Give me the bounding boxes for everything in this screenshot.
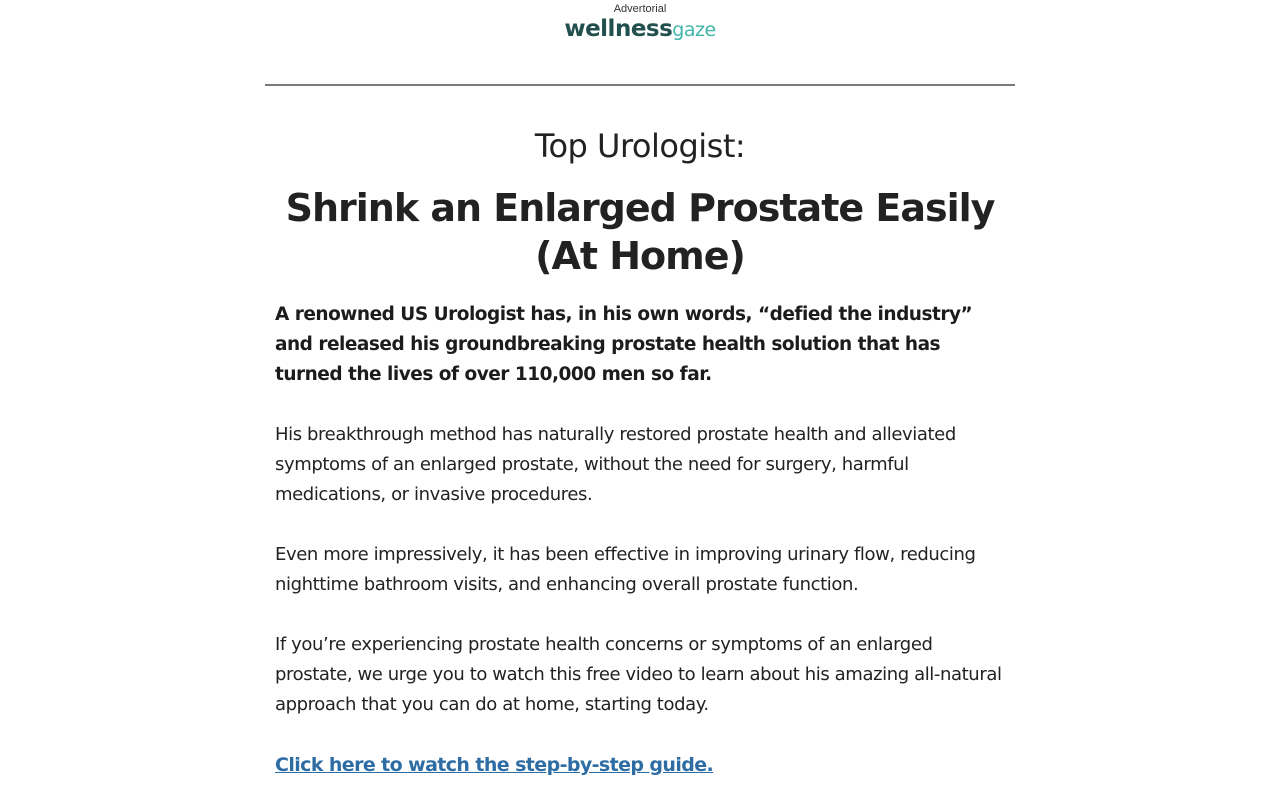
article-headline: Shrink an Enlarged Prostate Easily (At Home) <box>285 186 995 278</box>
watch-guide-link[interactable]: Click here to watch the step-by-step guide. <box>275 754 714 776</box>
header-divider <box>265 84 1015 86</box>
logo-wordmark-primary: wellness <box>564 16 673 42</box>
article-paragraph-2: Even more impressively, it has been effective in improving urinary flow, reducing nighttime bathroom visits, and enhancing overall prostate function. <box>275 544 976 595</box>
site-logo[interactable] <box>0 15 1280 45</box>
site-header <box>0 0 1280 50</box>
article-paragraph-1: His breakthrough method has naturally restored prostate health and alleviated symptoms of an enlarged prostate, without the need for surgery, harmful medications, or invasive procedures. <box>275 424 956 505</box>
advertorial-label: Advertorial <box>613 3 667 15</box>
article-lead: A renowned US Urologist has, in his own words, “defied the industry” and released his groundbreaking prostate health solution that has turned the lives of over 110,000 men so far. <box>275 304 973 385</box>
article-paragraph-3: If you’re experiencing prostate health concerns or symptoms of an enlarged prostate, we urge you to watch this free video to learn about his amazing all-natural approach that you can do at home, starting today. <box>275 634 1002 715</box>
logo-wordmark-secondary: gaze <box>672 19 716 41</box>
article-kicker: Top Urologist: <box>534 127 746 165</box>
article-body <box>275 122 1005 780</box>
